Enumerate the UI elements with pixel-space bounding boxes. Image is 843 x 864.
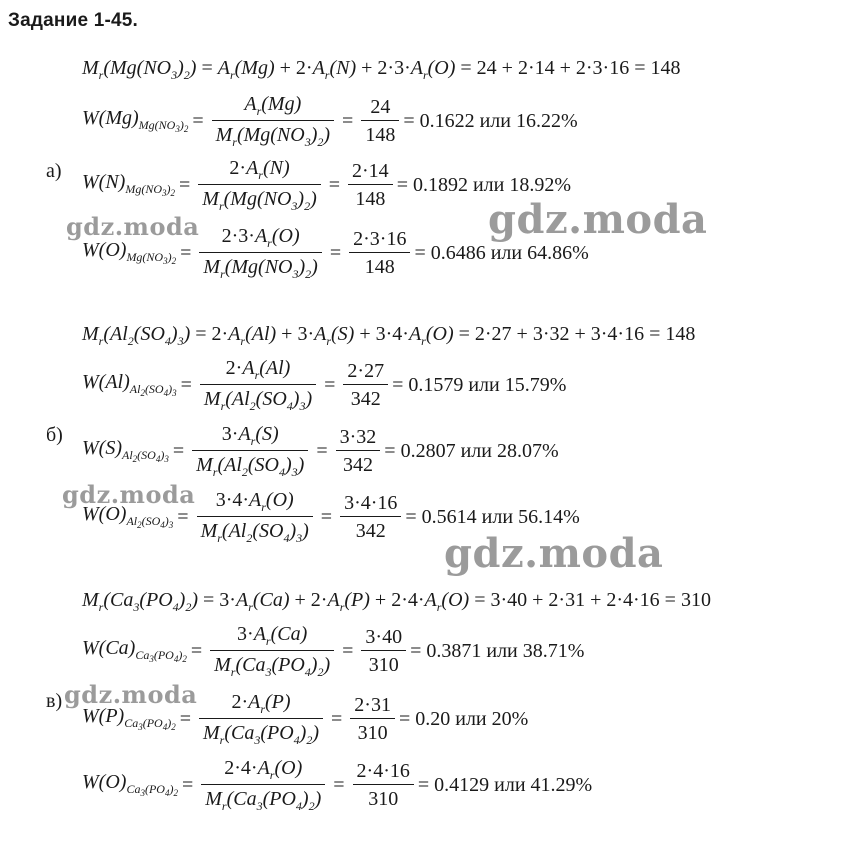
section-b-label: б) xyxy=(46,424,63,446)
fraction-mg: $W(Mg)_{Mg(NO_3)_2}$ = $\frac{A_r(Mg)}{M_r(Mg(NO_3)_2)}$ = $\frac{24}{148}$ = 0.1622 или 16.22% xyxy=(82,93,578,149)
fraction-p: $W(P)_{Ca_3(PO_4)_2}$ = $\frac{2\cdot A_r(P)}{M_r(Ca_3(PO_4)_2)}$ = $\frac{2\cdot 31}{310}$ = 0.20 или 20% xyxy=(82,691,529,747)
fraction-n: $W(N)_{Mg(NO_3)_2}$ = $\frac{2\cdot A_r(N)}{M_r(Mg(NO_3)_2)}$ = $\frac{2\cdot 14}{148}$ = 0.1892 или 18.92% xyxy=(82,157,572,213)
watermark: gdz.moda xyxy=(62,480,196,509)
watermark: gdz.moda xyxy=(444,530,664,577)
fraction-al: $W(Al)_{Al_2(SO_4)_3}$ = $\frac{2\cdot A_r(Al)}{M_r(Al_2(SO_4)_3)}$ = $\frac{2\cdot 27}{342}$ = 0.1579 или 15.79% xyxy=(82,357,567,413)
watermark: gdz.moda xyxy=(66,212,200,241)
molar-mass-al-sulfate: $M_r(Al_2(SO_4)_3) = 2\cdot A_r(Al) + 3\cdot A_r(S) + 3\cdot 4\cdot A_r(O) = 2\cdot 27 + 3\cdot 32 + 3\cdot 4\cdot 16 = 148$ xyxy=(82,323,696,348)
section-a-label: а) xyxy=(46,160,62,182)
fraction-o-c: $W(O)_{Ca_3(PO_4)_2}$ = $\frac{2\cdot 4\cdot A_r(O)}{M_r(Ca_3(PO_4)_2)}$ = $\frac{2\cdot 4\cdot 16}{310}$ = 0.4129 или 41.29% xyxy=(82,757,593,813)
fraction-o-a: $W(O)_{Mg(NO_3)_2}$ = $\frac{2\cdot 3\cdot A_r(O)}{M_r(Mg(NO_3)_2)}$ = $\frac{2\cdot 3\cdot 16}{148}$ = 0.6486 или 64.86% xyxy=(82,225,589,281)
task-title: Задание 1-45. xyxy=(8,10,139,31)
fraction-o-b: $W(O)_{Al_2(SO_4)_3}$ = $\frac{3\cdot 4\cdot A_r(O)}{M_r(Al_2(SO_4)_3)}$ = $\frac{3\cdot 4\cdot 16}{342}$ = 0.5614 или 56.14% xyxy=(82,489,580,545)
molar-mass-ca-phosphate: $M_r(Ca_3(PO_4)_2) = 3\cdot A_r(Ca) + 2\cdot A_r(P) + 2\cdot 4\cdot A_r(O) = 3\cdot 40 + 2\cdot 31 + 2\cdot 4\cdot 16 = 310$ xyxy=(82,589,711,614)
fraction-s: $W(S)_{Al_2(SO_4)_3}$ = $\frac{3\cdot A_r(S)}{M_r(Al_2(SO_4)_3)}$ = $\frac{3\cdot 32}{342}$ = 0.2807 или 28.07% xyxy=(82,423,559,479)
watermark: gdz.moda xyxy=(64,680,198,709)
watermark: gdz.moda xyxy=(488,196,708,243)
fraction-ca: $W(Ca)_{Ca_3(PO_4)_2}$ = $\frac{3\cdot A_r(Ca)}{M_r(Ca_3(PO_4)_2)}$ = $\frac{3\cdot 40}{310}$ = 0.3871 или 38.71% xyxy=(82,623,585,679)
molar-mass-mg-nitrate: $M_r(Mg(NO_3)_2) = A_r(Mg) + 2\cdot A_r(N) + 2\cdot 3\cdot A_r(O) = 24 + 2\cdot 14 + 2\cdot 3\cdot 16 = 148$ xyxy=(82,57,681,82)
section-c-label: в) xyxy=(46,690,63,712)
